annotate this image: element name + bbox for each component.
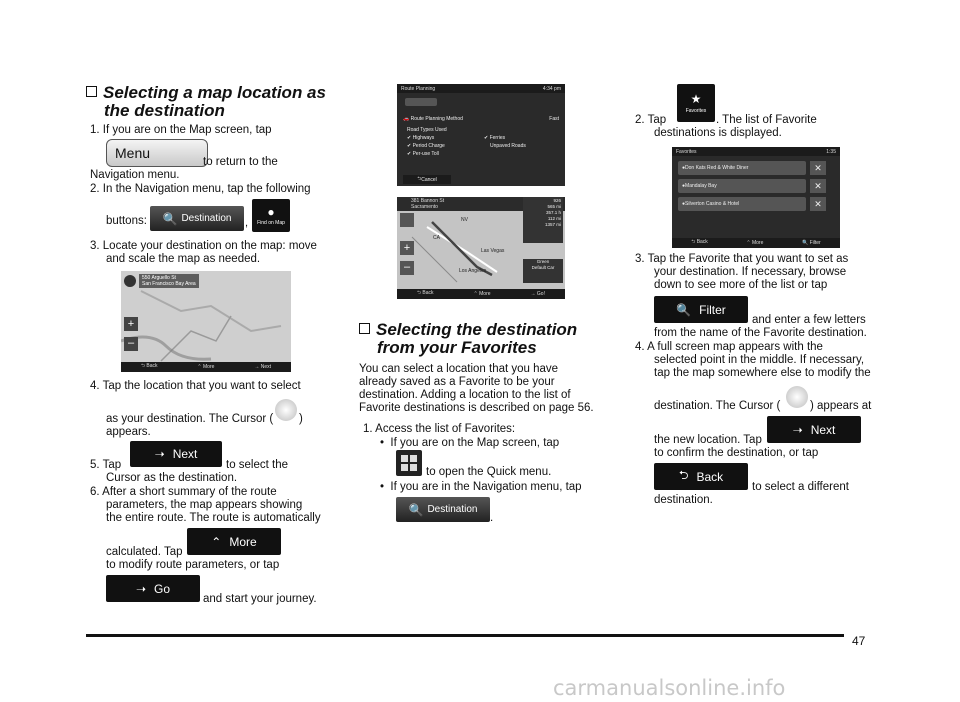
next-button[interactable]: ➝ Next (767, 416, 861, 443)
opt-highways[interactable]: ✔ Highways (407, 135, 435, 141)
compass-icon[interactable] (124, 275, 136, 287)
step6-text-c: the entire route. The route is automatically (106, 512, 321, 524)
step6-text: 6. After a short summary of the route (90, 486, 277, 498)
checkbox-bullet-icon (359, 323, 370, 334)
menu-button[interactable]: Menu (106, 139, 208, 167)
fav-step3-e: from the name of the Favorite destination. (654, 327, 867, 339)
step4-text: 4. Tap the location that you want to select (90, 380, 301, 392)
road-types-label: Road Types Used (407, 127, 447, 133)
back-button[interactable]: ⮌ Back (140, 363, 158, 369)
fav-step4-f: the new location. Tap (654, 434, 762, 446)
map-pin-icon: ● (267, 205, 275, 219)
find-on-map-button[interactable]: ● Find on Map (252, 199, 290, 232)
favorite-item[interactable]: ● Mandalay Bay (678, 179, 806, 193)
favorites-intro-3: destination. Adding a location to the list of (359, 389, 571, 401)
step5-text-c: Cursor as the destination. (106, 472, 238, 484)
favorites-screenshot (672, 147, 840, 248)
fav-step4-c: tap the map somewhere else to modify the (654, 367, 871, 379)
step1-text-c: Navigation menu. (90, 169, 180, 181)
step6-text-f: and start your journey. (203, 593, 317, 605)
fav-step2-c: destinations is displayed. (654, 127, 782, 139)
checkbox-bullet-icon (86, 86, 97, 97)
fav-step4-b: selected point in the middle. If necessary, (654, 354, 865, 366)
more-button[interactable]: ⌃ More (187, 528, 281, 555)
footer-watermark[interactable]: carmanualsonline.info (553, 676, 786, 700)
fav-step4-e: ) appears at (810, 400, 872, 412)
filter-button[interactable]: 🔍 Filter (654, 296, 748, 323)
magnifier-icon: 🔍 (408, 502, 424, 517)
delete-icon[interactable]: ✕ (810, 161, 826, 175)
step3-text: 3. Locate your destination on the map: move (90, 240, 317, 252)
zoom-out-icon[interactable]: – (400, 261, 414, 275)
fav-step2: 2. Tap (635, 114, 667, 126)
step1-text: 1. If you are on the Map screen, tap (90, 124, 272, 136)
fav-step4-g: to confirm the destination, or tap (654, 447, 819, 459)
go-button[interactable]: → Go! (530, 291, 545, 297)
cancel-button[interactable]: ⮌ Cancel (403, 175, 451, 184)
favorites-intro-4: Favorite destinations is described on page 56. (359, 402, 594, 414)
arrow-right-icon: ➝ (792, 422, 803, 437)
arrow-right-icon: ➝ (135, 581, 147, 596)
magnifier-icon: 🔍 (676, 302, 692, 317)
step2-text: 2. In the Navigation menu, tap the following (90, 183, 311, 195)
back-button[interactable]: ⮌ Back (654, 463, 748, 490)
fav-step3-b: your destination. If necessary, browse (654, 266, 847, 278)
route-stats-panel: 926 565 mi 357.1 h 112 mi 1357 mi (523, 197, 563, 243)
fav-step4-i: destination. (654, 494, 713, 506)
step4-text-d: appears. (106, 426, 151, 438)
route-map-header: 381 Bannon St Sacramento (397, 197, 565, 211)
fav-step2-b: . The list of Favorite (716, 114, 817, 126)
star-pin-icon: ★ (690, 92, 702, 106)
route-method-row[interactable]: 🚗 Route Planning Method Fast (403, 116, 559, 122)
fav-step3-c: down to see more of the list or tap (654, 279, 828, 291)
chevron-up-icon: ⌃ (211, 534, 222, 549)
favorites-intro-2: already saved as a Favorite to be your (359, 376, 555, 388)
step4-text-b: as your destination. The Cursor ( (106, 413, 274, 425)
favorite-item[interactable]: ● Don Kats Red & White Diner (678, 161, 806, 175)
more-button[interactable]: ⌃ More (197, 364, 215, 370)
step1-text-b: to return to the (203, 156, 278, 168)
favorites-button[interactable]: ★ Favorites (677, 84, 715, 122)
cursor-icon (786, 386, 808, 408)
favorite-item[interactable]: ● Silverton Casino & Hotel (678, 197, 806, 211)
favorites-intro-1: You can select a location that you have (359, 363, 559, 375)
opt-ferries[interactable]: ✔ Ferries (484, 135, 506, 141)
footer-rule (86, 634, 844, 637)
step3-text-b: and scale the map as needed. (106, 253, 261, 265)
route-map-bottom-bar (397, 289, 565, 299)
cursor-icon (275, 399, 297, 421)
fav-step4: 4. A full screen map appears with the (635, 341, 823, 353)
step5-text: 5. Tap (90, 459, 122, 471)
next-button[interactable]: → Next (254, 364, 271, 370)
filter-button[interactable]: 🔍 Filter (801, 240, 821, 246)
step6-text-b: parameters, the map appears showing (106, 499, 303, 511)
magnifier-icon: 🔍 (162, 211, 178, 226)
zoom-in-icon[interactable]: + (124, 317, 138, 331)
quick-menu-button[interactable] (396, 450, 422, 476)
opt-period[interactable]: ✔ Period Charge (407, 143, 445, 149)
map-bottom-bar (121, 362, 291, 372)
favorites-header: Favorites 1:35 (672, 147, 840, 156)
back-arrow-icon: ⮌ (678, 468, 689, 482)
back-button[interactable]: ⮌ Back (691, 239, 708, 245)
map-address: 550 Arguello St San Francisco Bay Area (139, 274, 199, 288)
opt-unpaved[interactable]: Unpaved Roads (490, 143, 526, 149)
vehicle-panel[interactable]: Green Default Car (523, 259, 563, 283)
arrow-right-icon: ➝ (154, 447, 165, 461)
delete-icon[interactable]: ✕ (810, 179, 826, 193)
favorites-bullet2: • If you are in the Navigation menu, tap (380, 481, 582, 493)
destination-button[interactable]: 🔍 Destination (396, 497, 490, 522)
section-heading-favorites: Selecting the destination from your Favorites (359, 321, 577, 357)
fav-step3-d: and enter a few letters (752, 314, 866, 326)
next-button[interactable]: ➝ Next (130, 441, 222, 467)
section-heading-map-location: Selecting a map location as the destination (86, 84, 326, 120)
back-button[interactable]: ⮌ Back (417, 290, 434, 296)
go-button[interactable]: ➝ Go (106, 575, 200, 602)
page-number: 47 (852, 634, 866, 648)
route-tab[interactable] (405, 98, 437, 106)
step2-text-b: buttons: (106, 215, 147, 227)
step6-text-d: calculated. Tap (106, 546, 183, 558)
route-map-screenshot: 381 Bannon St Sacramento + – NV CA Las Vegas Los Angeles 926 565 mi 357.1 h 112 mi 1357 mi Green Default Car ⮌ Back ⌃ More → Go! (397, 197, 565, 299)
quick-menu-icon (396, 450, 422, 476)
fav-step4-h: to select a different (752, 481, 849, 493)
more-button[interactable]: ⌃ More (746, 240, 764, 246)
delete-icon[interactable]: ✕ (810, 197, 826, 211)
favorites-bullet1-b: to open the Quick menu. (426, 466, 552, 478)
step5-text-b: to select the (226, 459, 289, 471)
favorites-bottom-bar (672, 238, 840, 248)
zoom-in-icon[interactable]: + (400, 241, 414, 255)
route-planning-screenshot (397, 84, 565, 186)
pan-icon[interactable] (400, 213, 414, 227)
favorites-bullet1: • If you are on the Map screen, tap (380, 437, 560, 449)
route-header: Route Planning 4:34 pm (397, 84, 565, 93)
fav-step4-d: destination. The Cursor ( (654, 400, 781, 412)
opt-toll[interactable]: ✔ Per-use Toll (407, 151, 439, 157)
destination-button[interactable]: 🔍 Destination (150, 206, 244, 231)
favorites-step1: 1. Access the list of Favorites: (363, 423, 516, 435)
map-screenshot (121, 271, 291, 372)
zoom-out-icon[interactable]: – (124, 337, 138, 351)
fav-step3: 3. Tap the Favorite that you want to set as (635, 253, 849, 265)
step6-text-e: to modify route parameters, or tap (106, 559, 280, 571)
more-button[interactable]: ⌃ More (473, 291, 491, 297)
